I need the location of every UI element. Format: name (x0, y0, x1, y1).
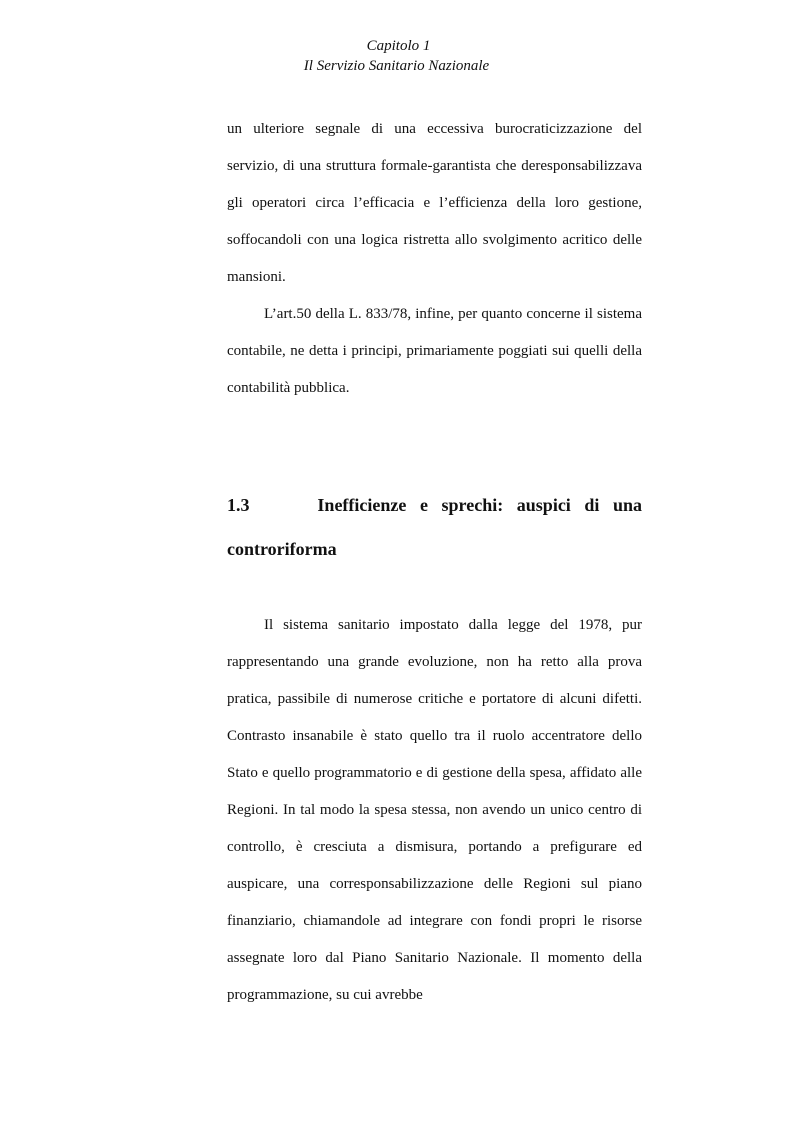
body-text-top (227, 111, 642, 407)
body-text-bottom (227, 607, 642, 1014)
section-heading (227, 483, 642, 571)
running-header (0, 36, 793, 76)
section-title: Inefficienze e sprechi: auspici di una controriforma (227, 495, 643, 559)
chapter-label: Capitolo 1 (366, 38, 431, 54)
paragraph-continuation: un ulteriore segnale di una eccessiva burocraticizzazione del servizio, di una struttura formale-garantista che deresponsabilizzava gli operatori circa l’efficacia e l’efficienza della loro gestione, soffocandoli con una logica ristretta allo svolgimento acritico delle mansioni. (227, 121, 642, 285)
paragraph-sistema-sanitario: Il sistema sanitario impostato dalla legge del 1978, pur rappresentando una grande evoluzione, non ha retto alla prova pratica, passibile di numerose critiche e portatore di alcuni difetti. Contrasto insanabile è stato quello tra il ruolo accentratore dello Stato e quello programmatorio e di gestione della spesa, affidato alle Regioni. In tal modo la spesa stessa, non avendo un unico centro di controllo, è cresciuta a dismisura, portando a prefigurare ed auspicare, una corresponsabilizzazione delle Regioni sul piano finanziario, chiamandole ad integrare con fondi propri le risorse assegnate loro dal Piano Sanitario Nazionale. Il momento della programmazione, su cui avrebbe (227, 617, 642, 1003)
section-number: 1.3 (227, 495, 250, 515)
paragraph-art50: L’art.50 della L. 833/78, infine, per quanto concerne il sistema contabile, ne detta i principi, primariamente poggiati sui quelli della contabilità pubblica. (227, 306, 642, 396)
section-heading-block (227, 483, 642, 571)
chapter-subtitle: Il Servizio Sanitario Nazionale (303, 58, 490, 74)
